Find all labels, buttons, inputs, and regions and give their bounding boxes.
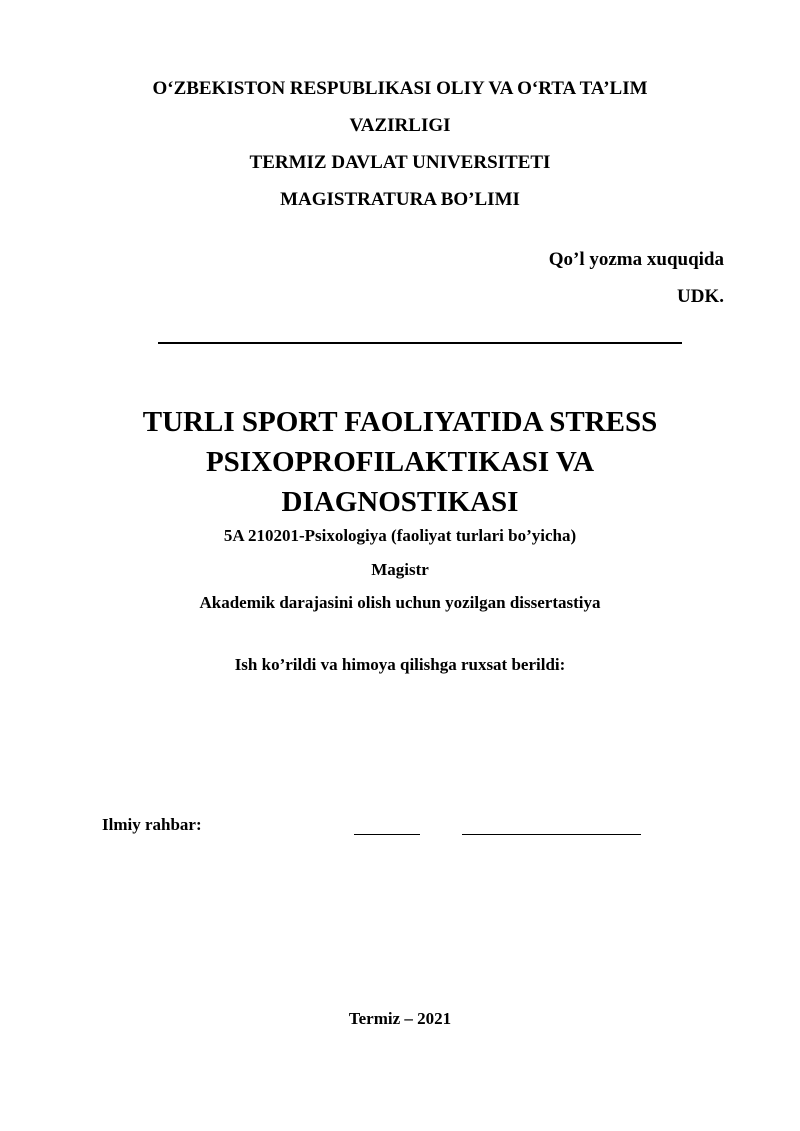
- place-and-year: Termiz – 2021: [348, 1009, 452, 1028]
- signature-blank: [354, 834, 420, 835]
- ministry-name-line1: O‘ZBEKISTON RESPUBLIKASI OLIY VA O‘RTA TA’LIM: [152, 78, 648, 99]
- thesis-title-line3: DIAGNOSTIKASI: [281, 486, 519, 518]
- degree-name: Magistr: [371, 560, 429, 579]
- dissertation-purpose: Akademik darajasini olish uchun yozilgan dissertastiya: [199, 593, 601, 612]
- ministry-name-line2: VAZIRLIGI: [349, 115, 451, 136]
- supervisor-label: Ilmiy rahbar:: [102, 815, 202, 834]
- approval-statement: Ish ko’rildi va himoya qilishga ruxsat berildi:: [234, 655, 566, 674]
- specialty-code: 5A 210201-Psixologiya (faoliyat turlari bo’yicha): [223, 526, 577, 545]
- department-name: MAGISTRATURA BO’LIMI: [280, 189, 520, 210]
- separator-line: [158, 342, 682, 344]
- thesis-title-line2: PSIXOPROFILAKTIKASI VA: [205, 446, 595, 478]
- udk-label: UDK.: [677, 286, 724, 307]
- university-name: TERMIZ DAVLAT UNIVERSITETI: [249, 152, 551, 173]
- supervisor-name-blank: [462, 834, 641, 835]
- rights-label: Qo’l yozma xuquqida: [548, 249, 724, 270]
- thesis-title-line1: TURLI SPORT FAOLIYATIDA STRESS: [142, 406, 658, 438]
